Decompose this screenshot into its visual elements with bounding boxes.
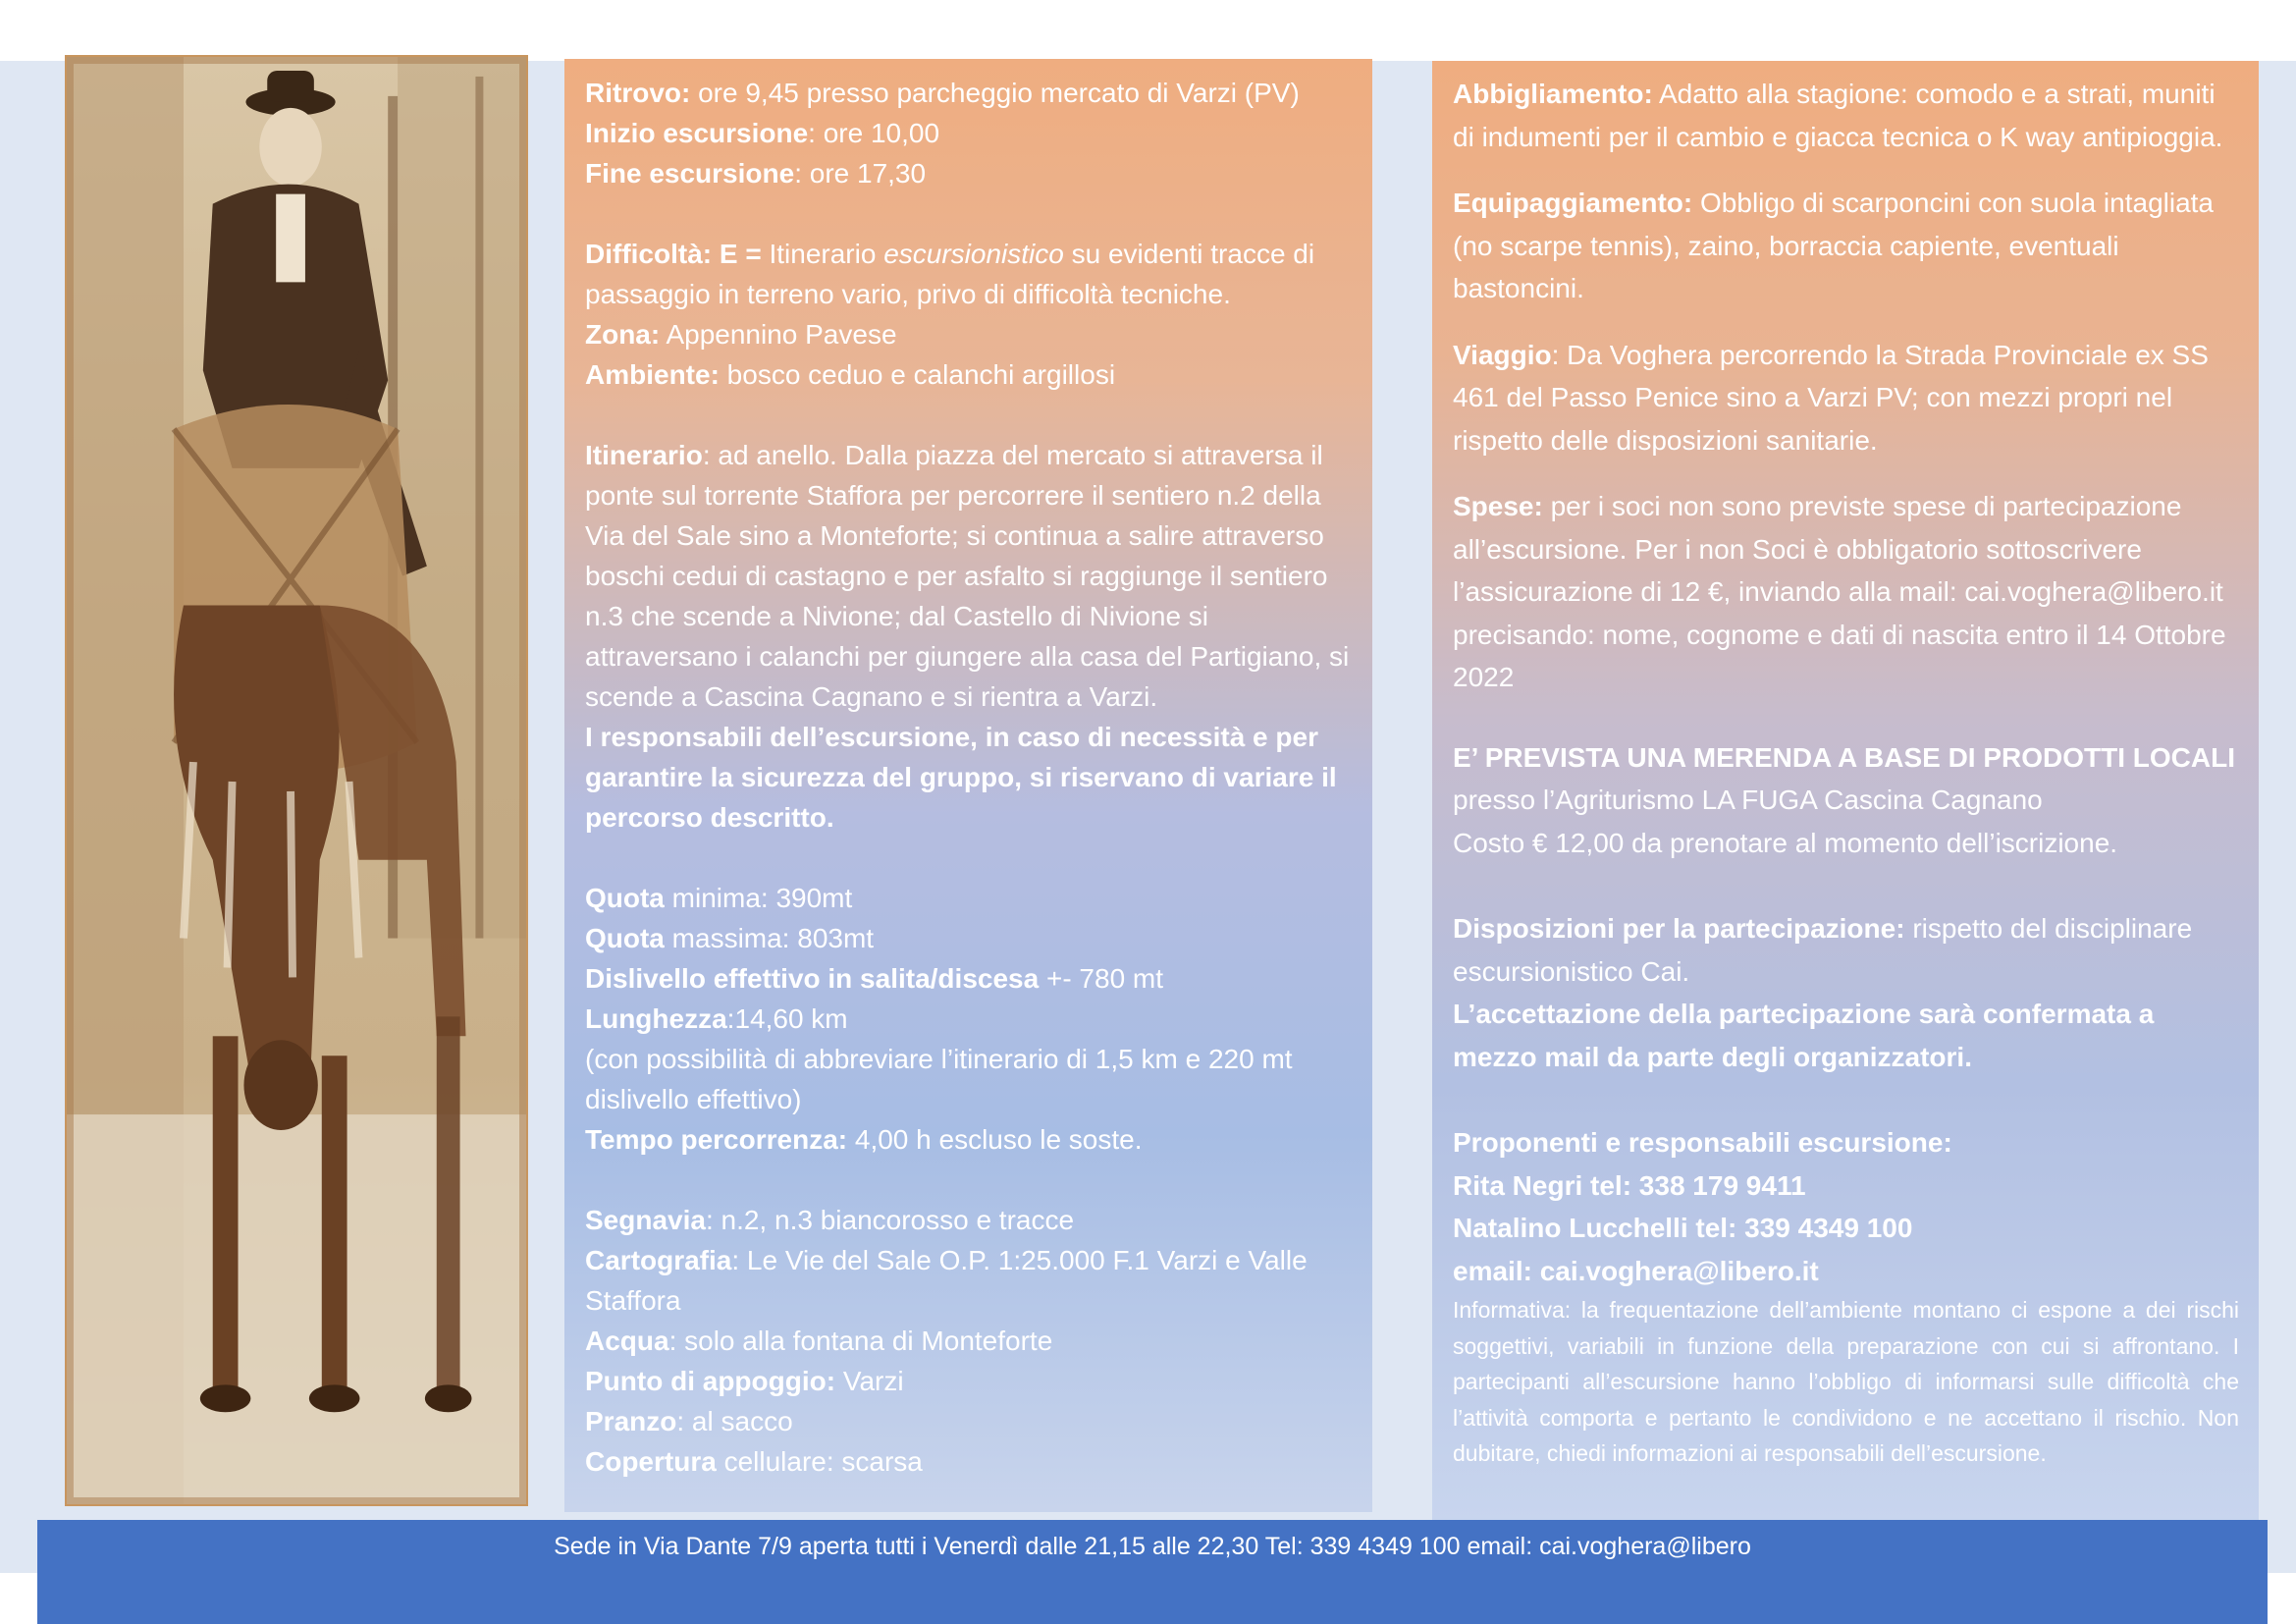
segnavia-line (585, 1200, 1351, 1240)
abbigliamento-paragraph (1453, 73, 2239, 158)
copertura-line (585, 1441, 1351, 1482)
appoggio-label: Punto di appoggio: (585, 1366, 836, 1396)
lunghezza-value: :14,60 km (726, 1003, 848, 1034)
viaggio-value: : Da Voghera percorrendo la Strada Provinciale ex SS 461 del Passo Penice sino a Varzi PV; con mezzi propri nel rispetto delle disposizioni sanitarie. (1453, 339, 2209, 456)
dislivello-value: +- 780 mt (1039, 963, 1164, 994)
disposizioni-paragraph (1453, 907, 2239, 993)
fine-line (585, 153, 1351, 193)
vintage-horse-rider-photo (65, 55, 528, 1506)
proponenti-title-text: Proponenti e responsabili escursione: (1453, 1127, 1952, 1158)
inizio-value: : ore 10,00 (808, 118, 940, 148)
difficolta-italic: escursionistico (883, 239, 1064, 269)
difficolta-paragraph (585, 234, 1351, 314)
photo-illustration-icon (67, 57, 526, 1504)
zona-line (585, 314, 1351, 354)
responsabili-text: I responsabili dell’escursione, in caso di necessità e per garantire la sicurezza del gruppo, si riservano di variare il percorso descritto. (585, 722, 1337, 833)
copertura-label: Copertura (585, 1446, 717, 1477)
copertura-value: cellulare: scarsa (716, 1446, 923, 1477)
informativa-paragraph: Informativa: la frequentazione dell’ambiente montano ci espone a dei rischi soggettivi, variabili in funzione della preparazione con cui si affrontano. I partecipanti all’escursione hanno l’obbligo di informarsi sulle difficoltà che l’attività comporta e pertanto le condividono e ne accettano il rischio. Non dubitare, chiedi informazioni ai responsabili dell’escursione. (1453, 1297, 2239, 1466)
equipaggiamento-paragraph (1453, 182, 2239, 310)
cartografia-value: : Le Vie del Sale O.P. 1:25.000 F.1 Varzi e Valle Staffora (585, 1245, 1308, 1316)
quota-max-label: Quota (585, 923, 665, 953)
spese-paragraph (1453, 485, 2239, 699)
accettazione-text: L’accettazione della partecipazione sarà confermata a mezzo mail da parte degli organizzatori. (1453, 999, 2155, 1072)
acqua-line (585, 1321, 1351, 1361)
abbigliamento-value: Adatto alla stagione: comodo e a strati, muniti di indumenti per il cambio e giacca tecnica o K way antipioggia. (1453, 79, 2223, 152)
lunghezza-note: (con possibilità di abbreviare l’itinerario di 1,5 km e 220 mt dislivello effettivo) (585, 1044, 1293, 1114)
tempo-label: Tempo percorrenza: (585, 1124, 848, 1155)
equipaggiamento-label: Equipaggiamento: (1453, 188, 1693, 218)
quota-min-value: minima: 390mt (664, 883, 853, 913)
zona-value: Appennino Pavese (660, 319, 897, 350)
pranzo-label: Pranzo (585, 1406, 677, 1436)
disposizioni-label: Disposizioni per la partecipazione: (1453, 913, 1905, 944)
contact-email-text: email: cai.voghera@libero.it (1453, 1255, 1819, 1286)
cartografia-line (585, 1240, 1351, 1321)
proponenti-title (1453, 1121, 2239, 1164)
acqua-value: : solo alla fontana di Monteforte (668, 1326, 1053, 1356)
abbigliamento-label: Abbigliamento: (1453, 79, 1653, 109)
pranzo-value: : al sacco (676, 1406, 793, 1436)
tempo-value: 4,00 h escluso le soste. (847, 1124, 1143, 1155)
difficolta-label: Difficoltà: E = (585, 239, 762, 269)
merenda-title-text: E’ PREVISTA UNA MERENDA A BASE DI PRODOTTI LOCALI (1453, 741, 2236, 773)
merenda-title (1453, 736, 2239, 780)
quota-max-line (585, 918, 1351, 958)
ritrovo-line (585, 73, 1351, 113)
fine-value: : ore 17,30 (794, 158, 927, 189)
contact-1-text: Rita Negri tel: 338 179 9411 (1453, 1169, 1806, 1201)
difficolta-pre: Itinerario (761, 239, 884, 269)
segnavia-value: : n.2, n.3 biancorosso e tracce (705, 1205, 1075, 1235)
footer-band (37, 1520, 2268, 1624)
merenda-line-2: Costo € 12,00 da prenotare al momento dell’iscrizione. (1453, 827, 2118, 858)
cartografia-label: Cartografia (585, 1245, 732, 1275)
excursion-details-panel (564, 59, 1372, 1512)
dislivello-label: Dislivello effettivo in salita/discesa (585, 963, 1040, 994)
contact-2-text: Natalino Lucchelli tel: 339 4349 100 (1453, 1213, 1913, 1243)
footer-text: Sede in Via Dante 7/9 aperta tutti i Venerdì dalle 21,15 alle 22,30 Tel: 339 4349 100 email: cai.voghera@libero (554, 1533, 1751, 1560)
viaggio-label: Viaggio (1453, 339, 1552, 370)
equipaggiamento-value: Obbligo di scarponcini con suola intagliata (no scarpe tennis), zaino, borraccia capiente, eventuali bastoncini. (1453, 188, 2215, 303)
contact-email (1453, 1250, 2239, 1293)
acqua-label: Acqua (585, 1326, 669, 1356)
itinerario-label: Itinerario (585, 440, 703, 470)
inizio-label: Inizio escursione (585, 118, 809, 148)
spese-value: per i soci non sono previste spese di partecipazione all’escursione. Per i non Soci è obbligatorio sottoscrivere l’assicurazione di 12 €, inviando alla mail: cai.voghera@libero.it precisando: nome, cognome e dati di nascita entro il 14 Ottobre 2022 (1453, 491, 2226, 692)
dislivello-line (585, 958, 1351, 999)
spese-label: Spese: (1453, 491, 1543, 521)
ambiente-label: Ambiente: (585, 359, 720, 390)
quota-min-label: Quota (585, 883, 665, 913)
inizio-line (585, 113, 1351, 153)
disposizioni-value: rispetto del disciplinare escursionistico Cai. (1453, 913, 2193, 987)
itinerario-value: : ad anello. Dalla piazza del mercato si attraversa il ponte sul torrente Staffora per percorrere il sentiero n.2 della Via del Sale sino a Monteforte; si continua a salire attraverso boschi cedui di castagno e per asfalto si raggiunge il sentiero n.3 che scende a Nivione; dal Castello di Nivione si attraversano i calanchi per giungere alla casa del Partigiano, si scende a Cascina Cagnano e si rientra a Varzi. (585, 440, 1350, 712)
lunghezza-label: Lunghezza (585, 1003, 727, 1034)
appoggio-value: Varzi (835, 1366, 904, 1396)
itinerario-paragraph (585, 435, 1351, 717)
segnavia-label: Segnavia (585, 1205, 706, 1235)
ritrovo-value: ore 9,45 presso parcheggio mercato di Varzi (PV) (690, 78, 1300, 108)
viaggio-paragraph (1453, 334, 2239, 462)
ambiente-line (585, 354, 1351, 395)
merenda-line-1: presso l’Agriturismo LA FUGA Cascina Cagnano (1453, 785, 2043, 815)
contact-2 (1453, 1207, 2239, 1250)
appoggio-line (585, 1361, 1351, 1401)
ritrovo-label: Ritrovo: (585, 78, 691, 108)
ambiente-value: bosco ceduo e calanchi argillosi (719, 359, 1116, 390)
tempo-line (585, 1119, 1351, 1160)
quota-max-value: massima: 803mt (664, 923, 875, 953)
pranzo-line (585, 1401, 1351, 1441)
quota-min-line (585, 878, 1351, 918)
contact-1 (1453, 1164, 2239, 1208)
difficolta-post: su evidenti tracce di passaggio in terreno vario, privo di difficoltà tecniche. (585, 239, 1315, 309)
zona-label: Zona: (585, 319, 661, 350)
lunghezza-line (585, 999, 1351, 1039)
fine-label: Fine escursione (585, 158, 795, 189)
accettazione-paragraph (1453, 993, 2239, 1078)
logistics-panel (1432, 61, 2259, 1522)
responsabili-note (585, 717, 1351, 838)
